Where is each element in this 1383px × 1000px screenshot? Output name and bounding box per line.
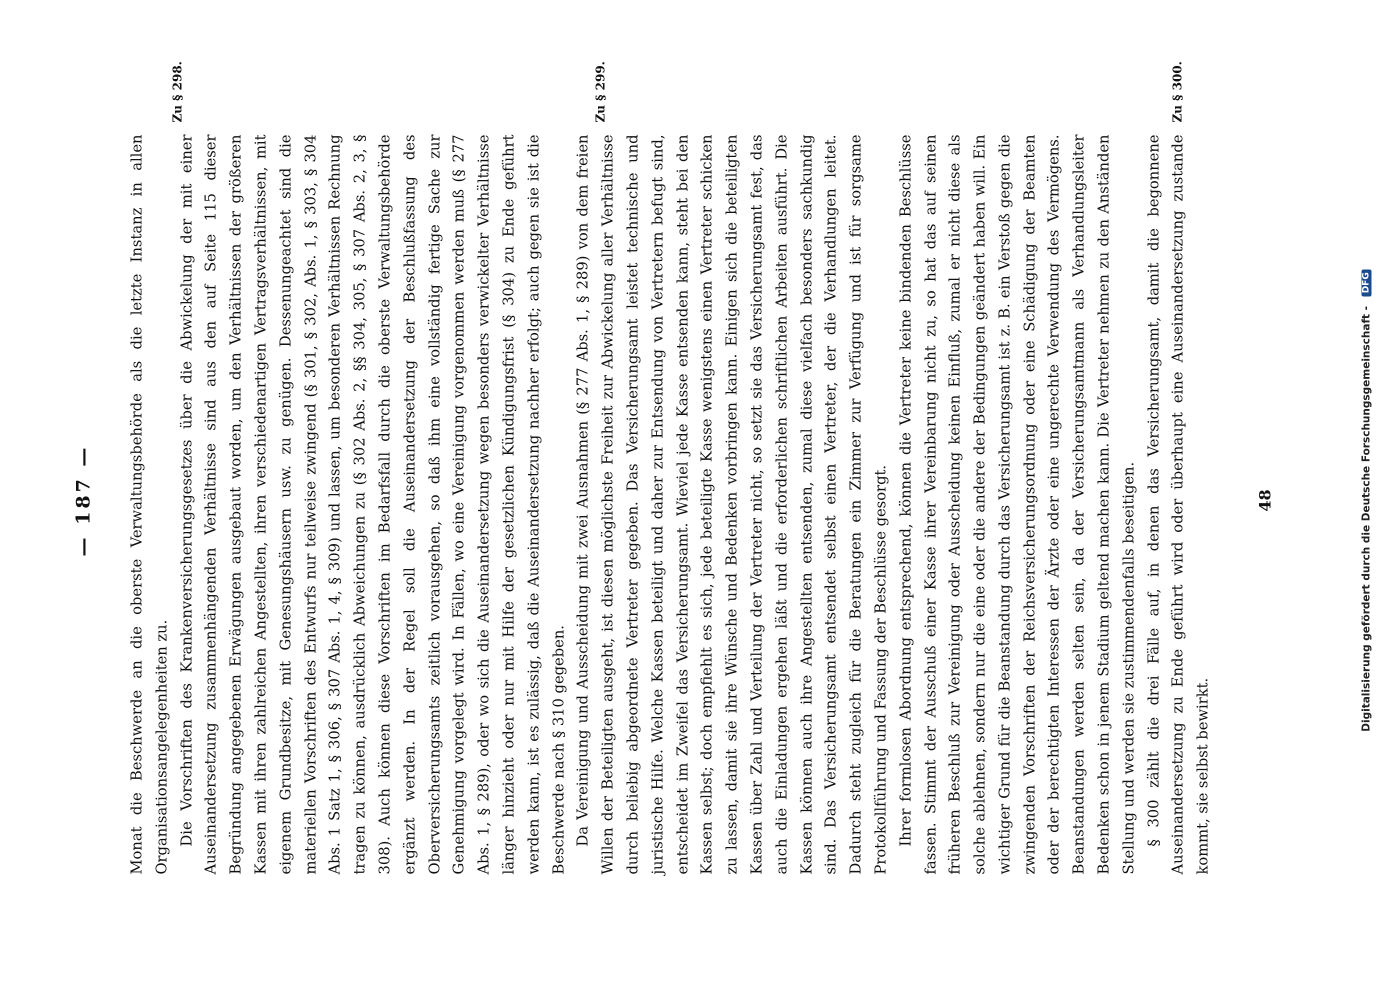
digitization-credit [1360, 0, 1372, 1000]
margin-note-300: Zu § 300. [1170, 60, 1184, 122]
paragraph: Monat die Beschwerde an die oberste Verwaltungsbehörde als die letzte Instanz in allen Organisationsangelegenheiten zu. [128, 134, 170, 874]
dfg-logo: DFG [1361, 269, 1371, 296]
body-text [125, 134, 1216, 874]
credit-text: Digitalisierung gefördert durch die Deutsche Forschungsgemeinschaft - [1360, 305, 1372, 732]
paragraph: § 300 zählt die drei Fälle auf, in denen das Versicherungsamt, damit die begonnene Auseinandersetzung zu Ende geführt wird oder überhaupt eine Auseinandersetzung zustande kommt, sie selbst bewirkt. [1144, 134, 1212, 874]
margin-note-298: Zu § 298. [170, 60, 184, 122]
signature-number: 48 [1255, 488, 1274, 512]
margin-note-299: Zu § 299. [593, 60, 607, 122]
paragraph: Ihrer formlosen Abordnung entsprechend, können die Vertreter keine bindenden Beschlüsse fassen. Stimmt der Ausschuß einer Kasse ihrer Vereinbarung nicht zu, so hat das auf seinen früheren Beschluß zur Vereinigung oder Ausscheidung keinen Einfluß, zumal er nicht diese als solche ablehnen, sondern nur die eine oder die andere der Bedingungen geändert haben will. Ein wichtiger Grund für die Beanstandung durch das Versicherungsamt ist z. B. ein Verstoß gegen die zwingenden Vorschriften der Reichsversicherungsordnung oder eine Schädigung der Beamten oder der berechtigten Interessen der Ärzte oder eine ungerechte Verwendung des Vermögens. Beanstandungen werden selten sein, da der Versicherungsamtmann als Verhandlungsleiter Bedenken schon in jenem Stadium geltend machen kann. Die Vertreter nehmen zu den Anständen Stellung und werden sie zustimmendenfalls beseitigen. [896, 134, 1137, 874]
paragraph: Die Vorschriften des Krankenversicherungsgesetzes über die Abwickelung der mit einer Auseinandersetzung zusammenhängenden Verhältnisse sind aus den auf Seite 115 dieser Begründung angegebenen Erwägungen ausgebaut worden, um den Verhältnissen der größeren Kassen mit ihren zahlreichen Angestellten, ihren verschiedenartigen Vertragsverhältnissen, mit eigenem Grundbesitze, mit Genesungshäusern usw. zu genügen. Dessenungeachtet sind die materiellen Vorschriften des Entwurfs nur teilweise zwingend (§ 301, § 302, Abs. 1, § 303, § 304 Abs. 1 Satz 1, § 306, § 307 Abs. 1, 4, § 309) und lassen, um besonderen Verhältnissen Rechnung tragen zu können, ausdrücklich Abweichungen zu (§ 302 Abs. 2, §§ 304, 305, § 307 Abs. 2, 3, § 308). Auch können diese Vorschriften im Bedarfsfall durch die oberste Verwaltungsbehörde ergänzt werden. In der Regel soll die Auseinandersetzung der Beschlußfassung des Oberversicherungsamts zeitlich vorausgehen, so daß ihm eine vollständig fertige Sache zur Genehmigung vorgelegt wird. In Fällen, wo eine Vereinigung vorgenommen werden muß (§ 277 Abs. 1, § 289), oder wo sich die Auseinandersetzung wegen besonders verwickelter Verhältnisse länger hinzieht oder nur mit Hilfe der gesetzlichen Kündigungsfrist (§ 304) zu Ende geführt werden kann, ist es zulässig, daß die Auseinandersetzung nachher erfolgt; auch gegen sie ist die Beschwerde nach § 310 gegeben. [177, 134, 567, 874]
page-number: — 187 — [72, 444, 94, 556]
paragraph: Da Vereinigung und Ausscheidung mit zwei Ausnahmen (§ 277 Abs. 1, § 289) von dem freien Willen der Beteiligten ausgeht, ist diesen möglichste Freiheit zur Abwickelung aller Verhältnisse durch beliebig abgeordnete Vertreter gegeben. Das Versicherungsamt leistet technische und juristische Hilfe. Welche Kassen beteiligt und daher zur Entsendung von Vertretern befugt sind, entscheidet im Zweifel das Versicherungsamt. Wieviel jede Kasse entsenden kann, steht bei den Kassen selbst; doch empfiehlt es sich, jede beteiligte Kasse wenigstens einen Vertreter schicken zu lassen, damit sie ihre Wünsche und Bedenken vorbringen kann. Einigen sich die beteiligten Kassen über Zahl und Verteilung der Vertreter nicht, so setzt sie das Versicherungsamt fest, das auch die Einladungen ergehen läßt und die erforderlichen schriftlichen Arbeiten ausführt. Die Kassen können auch ihre Angestellten entsenden, zumal diese vielfach besonders sachkundig sind. Das Versicherungsamt entsendet selbst einen Vertreter, der die Verhandlungen leitet. Dadurch steht zugleich für die Beratungen ein Zimmer zur Verfügung und ist für sorgsame Protokollführung und Fassung der Beschlüsse gesorgt. [574, 134, 889, 874]
